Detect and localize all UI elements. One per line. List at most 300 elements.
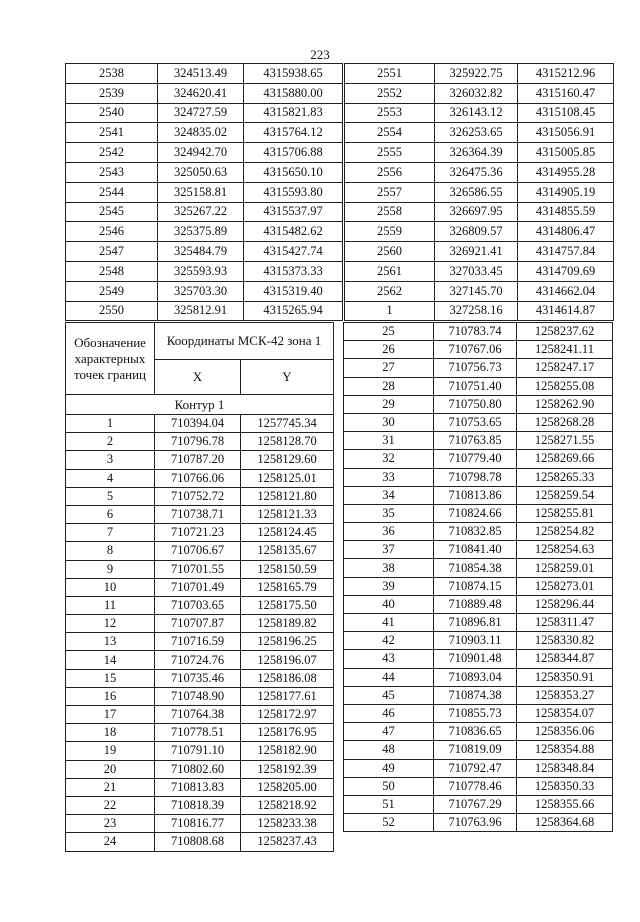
x-coordinate-cell: 710701.49 bbox=[155, 578, 241, 596]
x-coordinate-cell: 326921.41 bbox=[435, 242, 518, 262]
x-coordinate-cell: 710763.85 bbox=[434, 432, 517, 450]
x-coordinate-cell: 710896.81 bbox=[434, 614, 517, 632]
table-row bbox=[344, 686, 613, 704]
table-row bbox=[66, 596, 334, 614]
x-coordinate-cell: 325812.91 bbox=[158, 301, 244, 321]
y-coordinate-cell: 4315764.12 bbox=[244, 123, 343, 143]
point-number-cell: 2550 bbox=[66, 301, 158, 321]
y-coordinate-cell: 1258265.33 bbox=[517, 468, 613, 486]
x-column-header: X bbox=[155, 360, 241, 395]
y-coordinate-cell: 1258176.95 bbox=[241, 724, 334, 742]
table-row bbox=[345, 123, 614, 143]
point-number-cell: 8 bbox=[66, 542, 155, 560]
table-row bbox=[66, 615, 334, 633]
x-coordinate-cell: 710802.60 bbox=[155, 760, 241, 778]
x-coordinate-cell: 325158.81 bbox=[158, 182, 244, 202]
point-number-cell: 27 bbox=[344, 359, 434, 377]
point-number-cell: 2544 bbox=[66, 182, 158, 202]
table-row bbox=[345, 64, 614, 84]
table-row bbox=[344, 632, 613, 650]
y-coordinate-cell: 1258350.91 bbox=[517, 668, 613, 686]
point-number-cell: 25 bbox=[344, 323, 434, 341]
y-coordinate-cell: 1258205.00 bbox=[241, 778, 334, 796]
y-coordinate-cell: 1258121.33 bbox=[241, 505, 334, 523]
x-coordinate-cell: 710816.77 bbox=[155, 815, 241, 833]
table-row bbox=[66, 202, 343, 222]
table-row bbox=[66, 742, 334, 760]
table-row bbox=[345, 162, 614, 182]
coordinates-table-contour-1 bbox=[65, 322, 334, 852]
x-coordinate-cell: 710750.80 bbox=[434, 395, 517, 413]
x-coordinate-cell: 710707.87 bbox=[155, 615, 241, 633]
table-row bbox=[66, 706, 334, 724]
point-number-cell: 2554 bbox=[345, 123, 435, 143]
y-coordinate-cell: 4315938.65 bbox=[244, 64, 343, 84]
x-coordinate-cell: 710763.96 bbox=[434, 814, 517, 832]
table-row bbox=[66, 301, 343, 321]
x-coordinate-cell: 326253.65 bbox=[435, 123, 518, 143]
x-coordinate-cell: 710394.04 bbox=[155, 415, 241, 433]
x-coordinate-cell: 710813.83 bbox=[155, 778, 241, 796]
table-row bbox=[66, 261, 343, 281]
y-coordinate-cell: 1258254.82 bbox=[517, 523, 613, 541]
point-number-cell: 17 bbox=[66, 706, 155, 724]
point-number-cell: 2546 bbox=[66, 222, 158, 242]
y-coordinate-cell: 4314709.69 bbox=[518, 261, 614, 281]
x-coordinate-cell: 710901.48 bbox=[434, 650, 517, 668]
y-coordinate-cell: 1258128.70 bbox=[241, 433, 334, 451]
table-row bbox=[66, 833, 334, 851]
y-coordinate-cell: 1258247.17 bbox=[517, 359, 613, 377]
table-row bbox=[344, 650, 613, 668]
point-number-cell: 9 bbox=[66, 560, 155, 578]
x-coordinate-cell: 710703.65 bbox=[155, 596, 241, 614]
point-number-cell: 24 bbox=[66, 833, 155, 851]
y-coordinate-cell: 4315108.45 bbox=[518, 103, 614, 123]
table-row bbox=[345, 83, 614, 103]
table-row bbox=[344, 541, 613, 559]
y-coordinate-cell: 4315265.94 bbox=[244, 301, 343, 321]
point-number-cell: 45 bbox=[344, 686, 434, 704]
x-coordinate-cell: 710767.06 bbox=[434, 341, 517, 359]
table-row bbox=[66, 281, 343, 301]
point-number-cell: 35 bbox=[344, 504, 434, 522]
y-coordinate-cell: 1258172.97 bbox=[241, 706, 334, 724]
x-coordinate-cell: 710824.66 bbox=[434, 504, 517, 522]
point-number-cell: 2538 bbox=[66, 64, 158, 84]
x-coordinate-cell: 710791.10 bbox=[155, 742, 241, 760]
y-coordinate-cell: 1258348.84 bbox=[517, 759, 613, 777]
point-number-cell: 2551 bbox=[345, 64, 435, 84]
x-coordinate-cell: 710706.67 bbox=[155, 542, 241, 560]
y-coordinate-cell: 4315427.74 bbox=[244, 242, 343, 262]
point-number-cell: 1 bbox=[345, 301, 435, 321]
table-row bbox=[344, 668, 613, 686]
point-number-cell: 39 bbox=[344, 577, 434, 595]
table-row bbox=[345, 261, 614, 281]
y-coordinate-cell: 1258268.28 bbox=[517, 413, 613, 431]
x-coordinate-cell: 710778.51 bbox=[155, 724, 241, 742]
table-row bbox=[344, 559, 613, 577]
contour-label: Контур 1 bbox=[66, 395, 334, 415]
x-coordinate-cell: 710796.78 bbox=[155, 433, 241, 451]
y-coordinate-cell: 1258350.33 bbox=[517, 777, 613, 795]
point-number-cell: 49 bbox=[344, 759, 434, 777]
table-row bbox=[344, 741, 613, 759]
point-number-cell: 33 bbox=[344, 468, 434, 486]
table-row bbox=[66, 778, 334, 796]
point-number-cell: 20 bbox=[66, 760, 155, 778]
x-coordinate-cell: 710808.68 bbox=[155, 833, 241, 851]
table-row bbox=[66, 143, 343, 163]
y-coordinate-cell: 1258269.66 bbox=[517, 450, 613, 468]
x-coordinate-cell: 710832.85 bbox=[434, 523, 517, 541]
table-row bbox=[344, 377, 613, 395]
y-column-header: Y bbox=[241, 360, 334, 395]
table-row bbox=[66, 487, 334, 505]
y-coordinate-cell: 1258354.88 bbox=[517, 741, 613, 759]
y-coordinate-cell: 4315593.80 bbox=[244, 182, 343, 202]
point-number-cell: 2549 bbox=[66, 281, 158, 301]
y-coordinate-cell: 1258259.54 bbox=[517, 486, 613, 504]
table-row bbox=[66, 724, 334, 742]
y-coordinate-cell: 4315373.33 bbox=[244, 261, 343, 281]
point-number-cell: 10 bbox=[66, 578, 155, 596]
table-row bbox=[66, 578, 334, 596]
point-number-cell: 43 bbox=[344, 650, 434, 668]
y-coordinate-cell: 1258262.90 bbox=[517, 395, 613, 413]
y-coordinate-cell: 1258150.59 bbox=[241, 560, 334, 578]
point-number-cell: 44 bbox=[344, 668, 434, 686]
x-coordinate-cell: 710854.38 bbox=[434, 559, 517, 577]
point-number-cell: 29 bbox=[344, 395, 434, 413]
table-row bbox=[344, 450, 613, 468]
table-row bbox=[344, 395, 613, 413]
point-number-cell: 21 bbox=[66, 778, 155, 796]
y-coordinate-cell: 1258354.07 bbox=[517, 704, 613, 722]
point-number-cell: 2545 bbox=[66, 202, 158, 222]
y-coordinate-cell: 1258186.08 bbox=[241, 669, 334, 687]
point-number-cell: 2543 bbox=[66, 162, 158, 182]
point-number-cell: 1 bbox=[66, 415, 155, 433]
x-coordinate-cell: 327145.70 bbox=[435, 281, 518, 301]
point-number-cell: 40 bbox=[344, 595, 434, 613]
point-number-cell: 26 bbox=[344, 341, 434, 359]
point-number-cell: 11 bbox=[66, 596, 155, 614]
x-coordinate-cell: 325922.75 bbox=[435, 64, 518, 84]
table-row bbox=[344, 341, 613, 359]
point-number-cell: 2539 bbox=[66, 83, 158, 103]
table-row bbox=[66, 162, 343, 182]
point-number-cell: 2557 bbox=[345, 182, 435, 202]
x-coordinate-cell: 710738.71 bbox=[155, 505, 241, 523]
point-number-cell: 4 bbox=[66, 469, 155, 487]
table-row bbox=[66, 651, 334, 669]
point-number-cell: 5 bbox=[66, 487, 155, 505]
x-coordinate-cell: 326143.12 bbox=[435, 103, 518, 123]
x-coordinate-cell: 710778.46 bbox=[434, 777, 517, 795]
y-coordinate-cell: 1257745.34 bbox=[241, 415, 334, 433]
table-row bbox=[345, 242, 614, 262]
y-coordinate-cell: 4315005.85 bbox=[518, 143, 614, 163]
x-coordinate-cell: 324620.41 bbox=[158, 83, 244, 103]
x-coordinate-cell: 325050.63 bbox=[158, 162, 244, 182]
y-coordinate-cell: 1258175.50 bbox=[241, 596, 334, 614]
x-coordinate-cell: 710756.73 bbox=[434, 359, 517, 377]
x-coordinate-cell: 710818.39 bbox=[155, 796, 241, 814]
x-coordinate-cell: 710753.65 bbox=[434, 413, 517, 431]
y-coordinate-cell: 1258255.81 bbox=[517, 504, 613, 522]
point-number-cell: 15 bbox=[66, 669, 155, 687]
x-coordinate-cell: 710874.15 bbox=[434, 577, 517, 595]
x-coordinate-cell: 325375.89 bbox=[158, 222, 244, 242]
point-number-cell: 2 bbox=[66, 433, 155, 451]
point-number-cell: 2561 bbox=[345, 261, 435, 281]
point-number-cell: 38 bbox=[344, 559, 434, 577]
point-number-cell: 2548 bbox=[66, 261, 158, 281]
point-number-cell: 51 bbox=[344, 795, 434, 813]
point-number-cell: 18 bbox=[66, 724, 155, 742]
point-number-cell: 14 bbox=[66, 651, 155, 669]
table-row bbox=[344, 795, 613, 813]
table-row bbox=[345, 202, 614, 222]
point-number-cell: 2553 bbox=[345, 103, 435, 123]
x-coordinate-cell: 324513.49 bbox=[158, 64, 244, 84]
x-coordinate-cell: 710893.04 bbox=[434, 668, 517, 686]
point-number-cell: 13 bbox=[66, 633, 155, 651]
table-row bbox=[66, 222, 343, 242]
table-row bbox=[344, 704, 613, 722]
coordinates-table-continued bbox=[343, 322, 613, 832]
table-row bbox=[344, 759, 613, 777]
table-row bbox=[344, 323, 613, 341]
y-coordinate-cell: 1258135.67 bbox=[241, 542, 334, 560]
table-row bbox=[66, 669, 334, 687]
y-coordinate-cell: 1258311.47 bbox=[517, 614, 613, 632]
y-coordinate-cell: 1258356.06 bbox=[517, 723, 613, 741]
coordinates-system-header: Координаты МСК-42 зона 1 bbox=[155, 323, 334, 360]
table-row bbox=[344, 614, 613, 632]
x-coordinate-cell: 710766.06 bbox=[155, 469, 241, 487]
point-number-cell: 2541 bbox=[66, 123, 158, 143]
table-row bbox=[345, 182, 614, 202]
x-coordinate-cell: 710701.55 bbox=[155, 560, 241, 578]
point-number-cell: 2559 bbox=[345, 222, 435, 242]
y-coordinate-cell: 4315482.62 bbox=[244, 222, 343, 242]
x-coordinate-cell: 710889.48 bbox=[434, 595, 517, 613]
point-number-cell: 2562 bbox=[345, 281, 435, 301]
table-row bbox=[66, 524, 334, 542]
x-coordinate-cell: 324835.02 bbox=[158, 123, 244, 143]
y-coordinate-cell: 1258192.39 bbox=[241, 760, 334, 778]
point-number-cell: 2556 bbox=[345, 162, 435, 182]
point-number-cell: 16 bbox=[66, 687, 155, 705]
table-row bbox=[344, 523, 613, 541]
y-coordinate-cell: 1258364.68 bbox=[517, 814, 613, 832]
y-coordinate-cell: 4314806.47 bbox=[518, 222, 614, 242]
table-row bbox=[66, 433, 334, 451]
y-coordinate-cell: 4315537.97 bbox=[244, 202, 343, 222]
y-coordinate-cell: 4315160.47 bbox=[518, 83, 614, 103]
table-row bbox=[66, 83, 343, 103]
x-coordinate-cell: 325593.93 bbox=[158, 261, 244, 281]
y-coordinate-cell: 1258196.07 bbox=[241, 651, 334, 669]
table-row bbox=[345, 222, 614, 242]
x-coordinate-cell: 326475.36 bbox=[435, 162, 518, 182]
x-coordinate-cell: 710792.47 bbox=[434, 759, 517, 777]
x-coordinate-cell: 325703.30 bbox=[158, 281, 244, 301]
point-number-cell: 2542 bbox=[66, 143, 158, 163]
point-number-cell: 48 bbox=[344, 741, 434, 759]
y-coordinate-cell: 4314614.87 bbox=[518, 301, 614, 321]
table-row bbox=[344, 577, 613, 595]
x-coordinate-cell: 325484.79 bbox=[158, 242, 244, 262]
table-row bbox=[345, 103, 614, 123]
table-row bbox=[344, 504, 613, 522]
table-row bbox=[66, 123, 343, 143]
table-row bbox=[344, 359, 613, 377]
x-coordinate-cell: 710855.73 bbox=[434, 704, 517, 722]
point-number-cell: 28 bbox=[344, 377, 434, 395]
point-number-cell: 6 bbox=[66, 505, 155, 523]
y-coordinate-cell: 1258218.92 bbox=[241, 796, 334, 814]
x-coordinate-cell: 326586.55 bbox=[435, 182, 518, 202]
coordinates-table-top-left bbox=[65, 63, 343, 321]
point-number-cell: 52 bbox=[344, 814, 434, 832]
y-coordinate-cell: 1258355.66 bbox=[517, 795, 613, 813]
x-coordinate-cell: 326032.82 bbox=[435, 83, 518, 103]
x-coordinate-cell: 710751.40 bbox=[434, 377, 517, 395]
point-number-cell: 32 bbox=[344, 450, 434, 468]
point-number-cell: 3 bbox=[66, 451, 155, 469]
x-coordinate-cell: 327258.16 bbox=[435, 301, 518, 321]
table-row bbox=[345, 301, 614, 321]
y-coordinate-cell: 4315319.40 bbox=[244, 281, 343, 301]
x-coordinate-cell: 710841.40 bbox=[434, 541, 517, 559]
y-coordinate-cell: 1258353.27 bbox=[517, 686, 613, 704]
x-coordinate-cell: 710748.90 bbox=[155, 687, 241, 705]
point-number-cell: 2552 bbox=[345, 83, 435, 103]
x-coordinate-cell: 710819.09 bbox=[434, 741, 517, 759]
y-coordinate-cell: 1258121.80 bbox=[241, 487, 334, 505]
y-coordinate-cell: 1258255.08 bbox=[517, 377, 613, 395]
x-coordinate-cell: 710752.72 bbox=[155, 487, 241, 505]
x-coordinate-cell: 710764.38 bbox=[155, 706, 241, 724]
y-coordinate-cell: 4315821.83 bbox=[244, 103, 343, 123]
y-coordinate-cell: 1258125.01 bbox=[241, 469, 334, 487]
y-coordinate-cell: 4315056.91 bbox=[518, 123, 614, 143]
y-coordinate-cell: 4314955.28 bbox=[518, 162, 614, 182]
y-coordinate-cell: 1258237.43 bbox=[241, 833, 334, 851]
x-coordinate-cell: 710783.74 bbox=[434, 323, 517, 341]
x-coordinate-cell: 710798.78 bbox=[434, 468, 517, 486]
point-number-cell: 12 bbox=[66, 615, 155, 633]
table-row bbox=[66, 451, 334, 469]
point-number-cell: 37 bbox=[344, 541, 434, 559]
y-coordinate-cell: 1258124.45 bbox=[241, 524, 334, 542]
table-row bbox=[345, 281, 614, 301]
point-number-cell: 47 bbox=[344, 723, 434, 741]
table-row bbox=[344, 468, 613, 486]
point-number-cell: 46 bbox=[344, 704, 434, 722]
point-number-cell: 2555 bbox=[345, 143, 435, 163]
x-coordinate-cell: 710874.38 bbox=[434, 686, 517, 704]
table-row bbox=[344, 595, 613, 613]
designation-header: Обозначение характерных точек границ bbox=[66, 323, 155, 395]
y-coordinate-cell: 1258233.38 bbox=[241, 815, 334, 833]
y-coordinate-cell: 4314757.84 bbox=[518, 242, 614, 262]
point-number-cell: 2540 bbox=[66, 103, 158, 123]
x-coordinate-cell: 327033.45 bbox=[435, 261, 518, 281]
point-number-cell: 2558 bbox=[345, 202, 435, 222]
y-coordinate-cell: 1258189.82 bbox=[241, 615, 334, 633]
point-number-cell: 23 bbox=[66, 815, 155, 833]
y-coordinate-cell: 1258296.44 bbox=[517, 595, 613, 613]
page-number: 223 bbox=[310, 47, 330, 62]
x-coordinate-cell: 324727.59 bbox=[158, 103, 244, 123]
x-coordinate-cell: 710787.20 bbox=[155, 451, 241, 469]
x-coordinate-cell: 710813.86 bbox=[434, 486, 517, 504]
y-coordinate-cell: 4315212.96 bbox=[518, 64, 614, 84]
x-coordinate-cell: 326697.95 bbox=[435, 202, 518, 222]
table-row bbox=[66, 815, 334, 833]
x-coordinate-cell: 710735.46 bbox=[155, 669, 241, 687]
x-coordinate-cell: 710724.76 bbox=[155, 651, 241, 669]
y-coordinate-cell: 4315880.00 bbox=[244, 83, 343, 103]
table-row bbox=[66, 64, 343, 84]
table-row bbox=[344, 814, 613, 832]
table-row bbox=[66, 687, 334, 705]
table-row bbox=[344, 486, 613, 504]
table-row bbox=[344, 777, 613, 795]
table-row bbox=[66, 415, 334, 433]
x-coordinate-cell: 710767.29 bbox=[434, 795, 517, 813]
coordinates-table-top-right bbox=[344, 63, 614, 321]
y-coordinate-cell: 1258344.87 bbox=[517, 650, 613, 668]
x-coordinate-cell: 710721.23 bbox=[155, 524, 241, 542]
table-row bbox=[66, 103, 343, 123]
point-number-cell: 7 bbox=[66, 524, 155, 542]
y-coordinate-cell: 1258271.55 bbox=[517, 432, 613, 450]
point-number-cell: 41 bbox=[344, 614, 434, 632]
point-number-cell: 30 bbox=[344, 413, 434, 431]
table-row bbox=[344, 432, 613, 450]
point-number-cell: 50 bbox=[344, 777, 434, 795]
table-row bbox=[66, 182, 343, 202]
y-coordinate-cell: 1258254.63 bbox=[517, 541, 613, 559]
x-coordinate-cell: 710903.11 bbox=[434, 632, 517, 650]
y-coordinate-cell: 4314855.59 bbox=[518, 202, 614, 222]
y-coordinate-cell: 1258165.79 bbox=[241, 578, 334, 596]
y-coordinate-cell: 1258196.25 bbox=[241, 633, 334, 651]
table-row bbox=[66, 633, 334, 651]
x-coordinate-cell: 710779.40 bbox=[434, 450, 517, 468]
table-row bbox=[66, 760, 334, 778]
table-row bbox=[66, 796, 334, 814]
table-row bbox=[344, 413, 613, 431]
table-row bbox=[345, 143, 614, 163]
y-coordinate-cell: 1258182.90 bbox=[241, 742, 334, 760]
point-number-cell: 22 bbox=[66, 796, 155, 814]
point-number-cell: 2560 bbox=[345, 242, 435, 262]
y-coordinate-cell: 4314905.19 bbox=[518, 182, 614, 202]
y-coordinate-cell: 1258273.01 bbox=[517, 577, 613, 595]
y-coordinate-cell: 4315706.88 bbox=[244, 143, 343, 163]
y-coordinate-cell: 1258241.11 bbox=[517, 341, 613, 359]
y-coordinate-cell: 1258237.62 bbox=[517, 323, 613, 341]
y-coordinate-cell: 1258177.61 bbox=[241, 687, 334, 705]
y-coordinate-cell: 4314662.04 bbox=[518, 281, 614, 301]
